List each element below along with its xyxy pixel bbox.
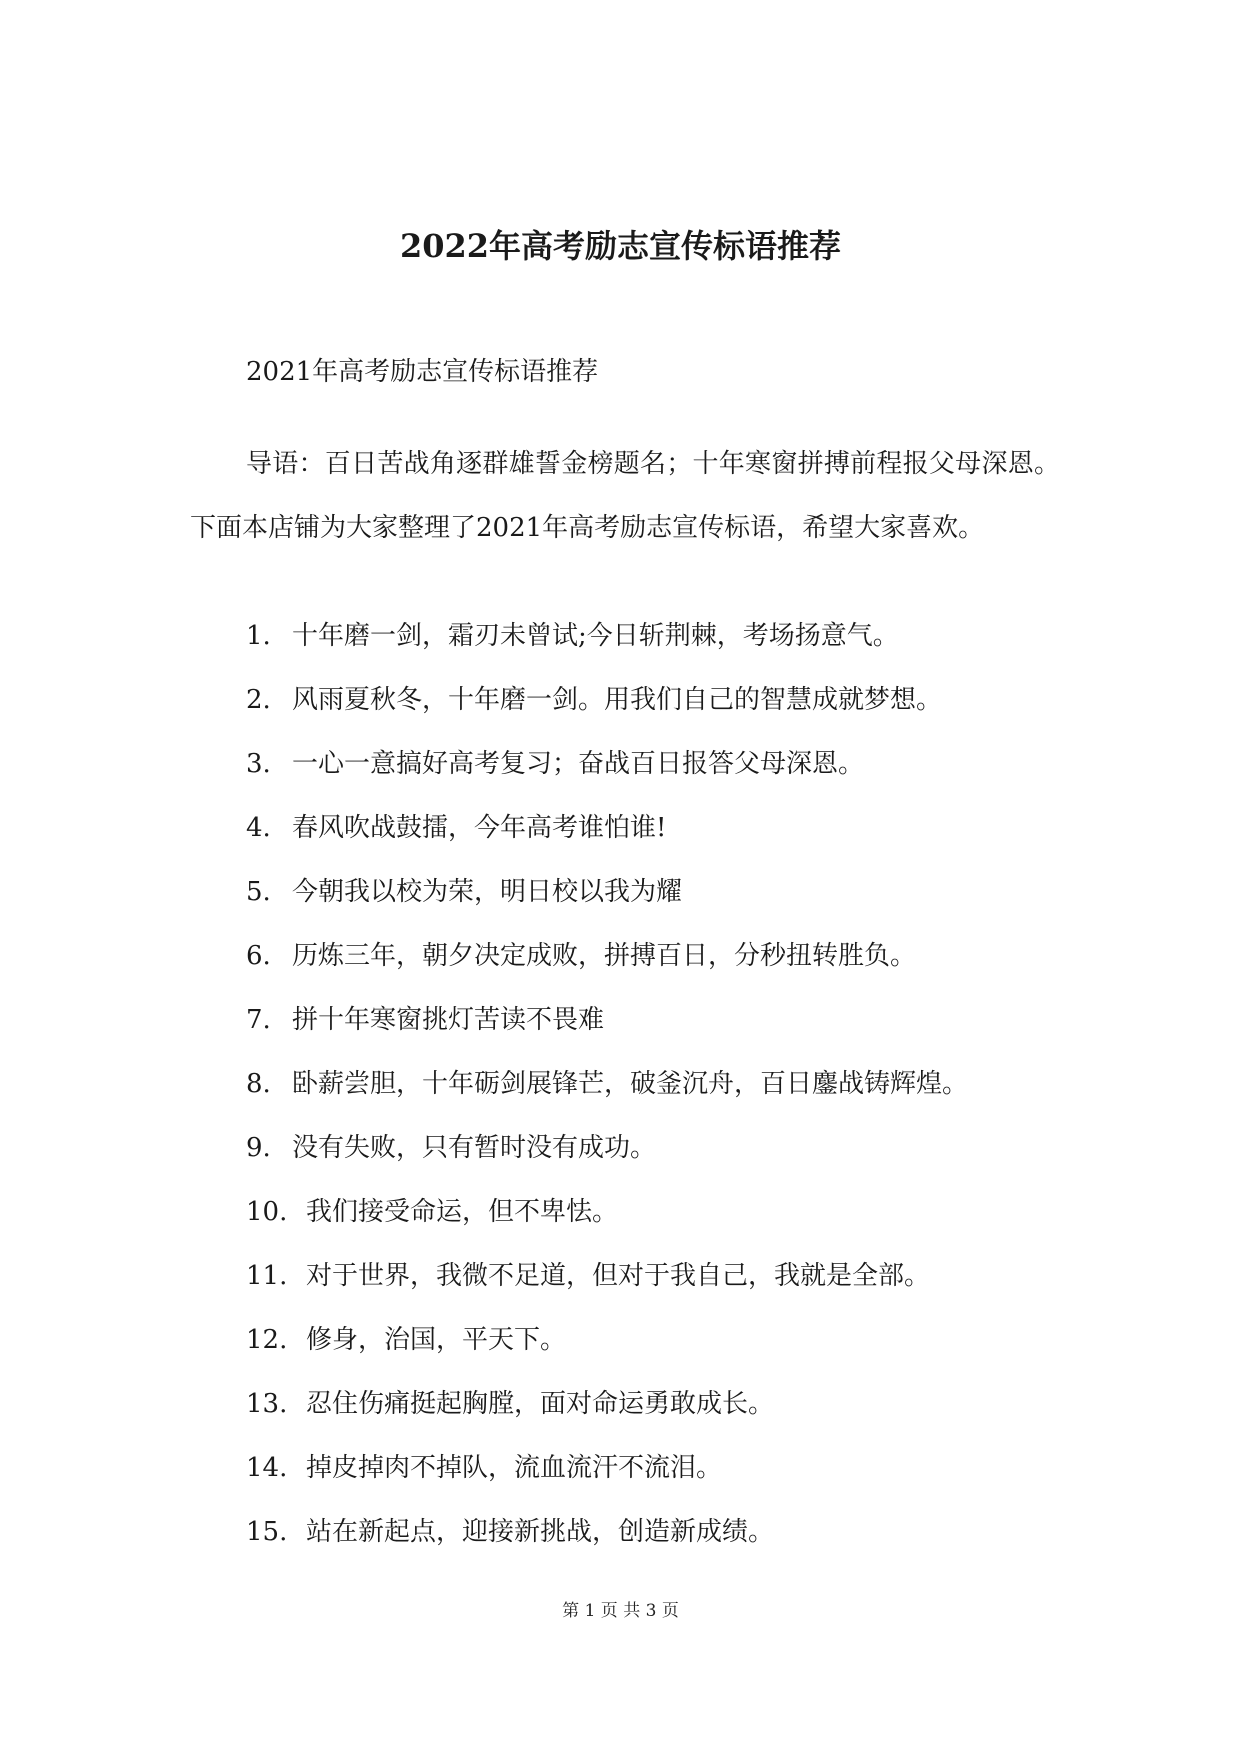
- page-footer: 第 1 页 共 3 页: [562, 1601, 679, 1621]
- slogan-list: [246, 620, 968, 1580]
- item-number: 9.: [246, 1133, 271, 1163]
- list-item: [246, 620, 968, 684]
- list-item: [246, 748, 968, 812]
- item-number: 12.: [246, 1325, 288, 1355]
- item-number: 4.: [246, 813, 271, 843]
- item-number: 14.: [246, 1453, 288, 1483]
- item-text: 掉皮掉肉不掉队，流血流汗不流泪。: [306, 1453, 723, 1483]
- item-number: 5.: [246, 877, 271, 907]
- item-text: 春风吹战鼓擂，今年高考谁怕谁!: [292, 813, 667, 843]
- list-item: [246, 1260, 968, 1324]
- item-number: 3.: [246, 749, 271, 779]
- item-text: 我们接受命运，但不卑怯。: [306, 1197, 619, 1227]
- list-item: [246, 1132, 968, 1196]
- item-text: 卧薪尝胆，十年砺剑展锋芒，破釜沉舟，百日鏖战铸辉煌。: [292, 1069, 969, 1099]
- item-text: 没有失败，只有暂时没有成功。: [292, 1133, 657, 1163]
- item-text: 拼十年寒窗挑灯苦读不畏难: [292, 1005, 605, 1035]
- item-text: 忍住伤痛挺起胸膛，面对命运勇敢成长。: [306, 1389, 775, 1419]
- item-text: 今朝我以校为荣，明日校以我为耀: [292, 877, 683, 907]
- item-text: 站在新起点，迎接新挑战，创造新成绩。: [306, 1517, 775, 1547]
- intro-paragraph: 导语：百日苦战角逐群雄誓金榜题名；十年寒窗拼搏前程报父母深恩。下面本店铺为大家整理了2021年高考励志宣传标语，希望大家喜欢。: [190, 449, 1060, 543]
- item-number: 11.: [246, 1261, 288, 1291]
- list-item: [246, 1196, 968, 1260]
- list-item: [246, 1516, 968, 1580]
- item-number: 10.: [246, 1197, 288, 1227]
- item-number: 13.: [246, 1389, 288, 1419]
- item-number: 6.: [246, 941, 271, 971]
- item-text: 修身，治国，平天下。: [306, 1325, 567, 1355]
- item-number: 1.: [246, 621, 271, 651]
- item-number: 2.: [246, 685, 271, 715]
- item-text: 风雨夏秋冬，十年磨一剑。用我们自己的智慧成就梦想。: [292, 685, 943, 715]
- list-item: [246, 940, 968, 1004]
- item-text: 对于世界，我微不足道，但对于我自己，我就是全部。: [306, 1261, 931, 1291]
- item-number: 8.: [246, 1069, 271, 1099]
- document-title: 2022年高考励志宣传标语推荐: [399, 227, 842, 265]
- list-item: [246, 1068, 968, 1132]
- list-item: [246, 1004, 968, 1068]
- item-text: 历炼三年，朝夕决定成败，拼搏百日，分秒扭转胜负。: [292, 941, 917, 971]
- item-text: 一心一意搞好高考复习；奋战百日报答父母深恩。: [292, 749, 865, 779]
- subtitle: 2021年高考励志宣传标语推荐: [246, 357, 599, 387]
- list-item: [246, 684, 968, 748]
- list-item: [246, 812, 968, 876]
- item-number: 15.: [246, 1517, 288, 1547]
- list-item: [246, 876, 968, 940]
- item-text: 十年磨一剑，霜刃未曾试;今日斩荆棘，考场扬意气。: [292, 621, 899, 651]
- list-item: [246, 1388, 968, 1452]
- item-number: 7.: [246, 1005, 271, 1035]
- list-item: [246, 1452, 968, 1516]
- list-item: [246, 1324, 968, 1388]
